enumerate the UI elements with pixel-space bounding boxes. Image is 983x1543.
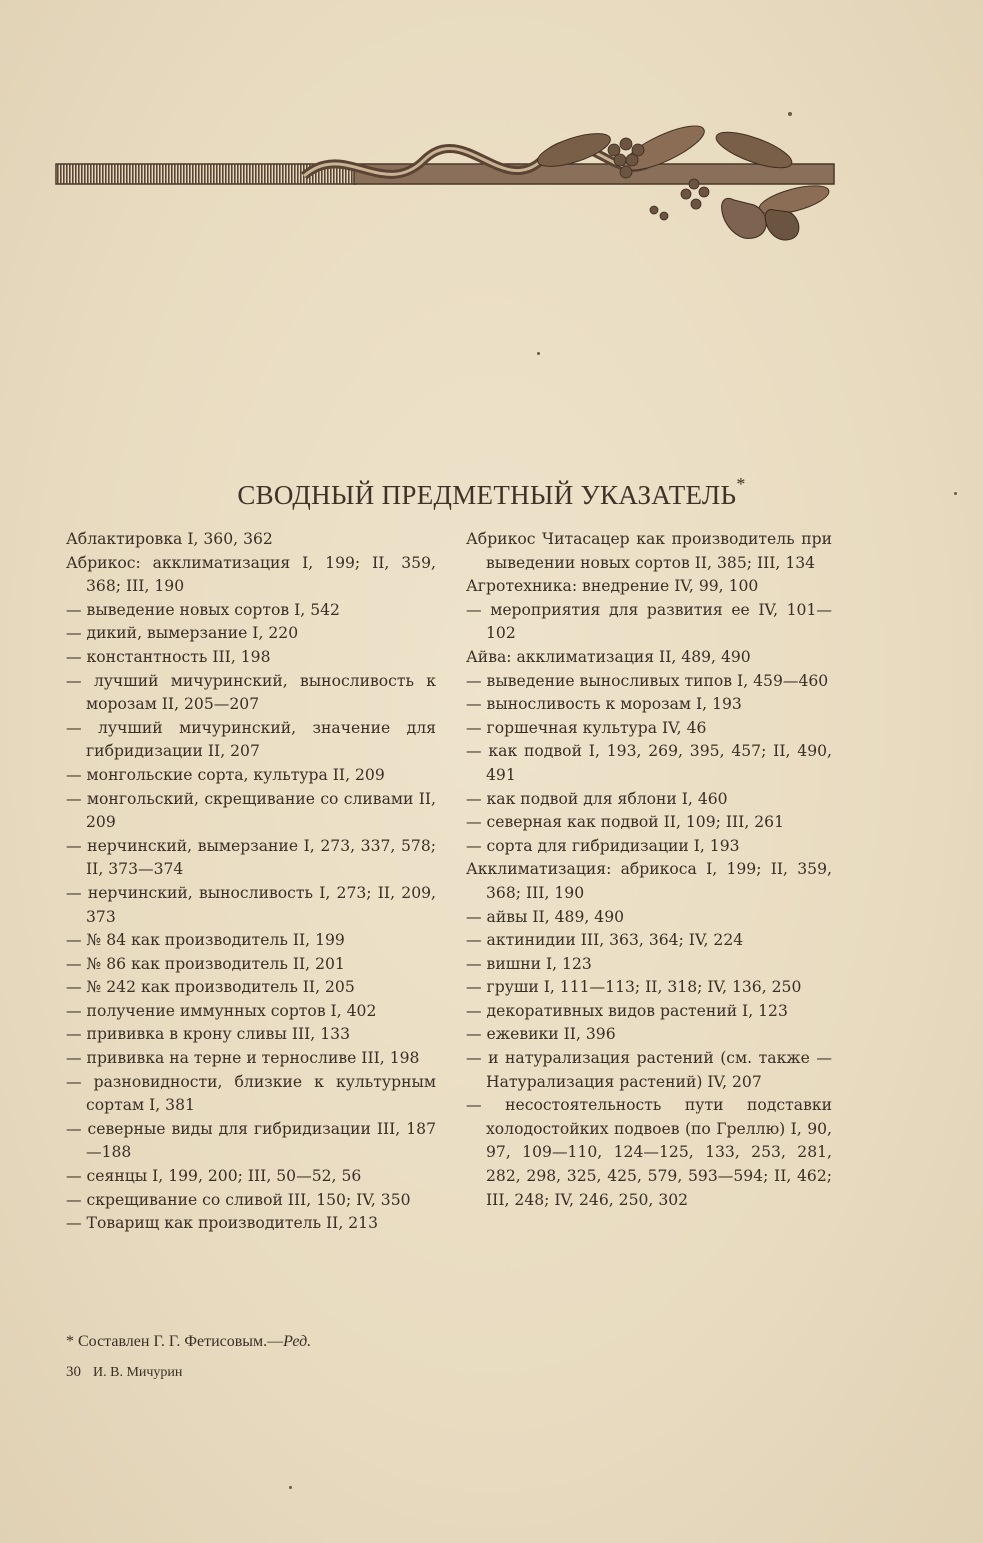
title-footnote-mark: * bbox=[736, 474, 746, 494]
index-entry: — ежевики II, 396 bbox=[466, 1025, 616, 1044]
index-entry: — выносливость к морозам I, 193 bbox=[466, 695, 742, 714]
index-entry: Аблактировка I, 360, 362 bbox=[66, 530, 273, 548]
index-entry: — мероприятия для развития ее IV, 101—102 bbox=[466, 600, 832, 643]
index-entry: Агротехника: внедрение IV, 99, 100 bbox=[466, 577, 759, 596]
index-entry: — сорта для гибридизации I, 193 bbox=[466, 836, 740, 855]
paper-speck bbox=[537, 352, 540, 355]
signature-author: И. В. Мичурин bbox=[93, 1365, 183, 1380]
index-entry: — выведение новых сортов I, 542 bbox=[66, 600, 340, 619]
title-text: СВОДНЫЙ ПРЕДМЕТНЫЙ УКАЗАТЕЛЬ bbox=[237, 480, 737, 510]
paper-speck bbox=[954, 492, 957, 495]
index-entry: — № 86 как производитель II, 201 bbox=[66, 954, 345, 973]
index-entry: — лучший мичуринский, значение для гибридизации II, 207 bbox=[66, 718, 436, 761]
index-entry: — дикий, вымерзание I, 220 bbox=[66, 624, 299, 643]
index-entry: — горшечная культура IV, 46 bbox=[466, 718, 707, 737]
index-entry: — Товарищ как производитель II, 213 bbox=[66, 1214, 379, 1233]
index-entry: — прививка в крону сливы III, 133 bbox=[66, 1025, 350, 1044]
paper-speck bbox=[788, 112, 792, 116]
index-entry: — монгольские сорта, культура II, 209 bbox=[66, 765, 385, 784]
footnote bbox=[66, 1333, 311, 1351]
index-entry: — сеянцы I, 199, 200; III, 50—52, 56 bbox=[66, 1167, 362, 1186]
index-entry: — груши I, 111—113; II, 318; IV, 136, 250 bbox=[466, 978, 802, 997]
index-entry: — лучший мичуринский, выносливость к морозам II, 205—207 bbox=[66, 671, 436, 714]
page-title bbox=[0, 474, 983, 511]
footnote-editor: Ред. bbox=[283, 1333, 312, 1350]
index-entry: — выведение выносливых типов I, 459—460 bbox=[466, 671, 829, 690]
signature-number: 30 bbox=[66, 1364, 81, 1380]
index-entry: — прививка на терне и терносливе III, 198 bbox=[66, 1049, 420, 1068]
index-entry: — северные виды для гибридизации III, 187—188 bbox=[66, 1119, 436, 1162]
signature-line bbox=[66, 1364, 182, 1381]
index-entry: — № 84 как производитель II, 199 bbox=[66, 931, 345, 950]
index-entry: Айва: акклиматизация II, 489, 490 bbox=[466, 647, 751, 666]
index-entry: — № 242 как производитель II, 205 bbox=[66, 978, 355, 997]
index-entry: — получение иммунных сортов I, 402 bbox=[66, 1001, 377, 1020]
index-entry: — вишни I, 123 bbox=[466, 954, 592, 973]
index-entry: — нерчинский, выносливость I, 273; II, 209, 373 bbox=[66, 883, 436, 926]
index-entry: — как подвой I, 193, 269, 395, 457; II, 490, 491 bbox=[466, 742, 832, 784]
paper-speck bbox=[289, 1486, 292, 1489]
index-entry: — нерчинский, вымерзание I, 273, 337, 578; II, 373—374 bbox=[66, 836, 436, 879]
index-entry: — монгольский, скрещивание со сливами II, 209 bbox=[66, 789, 436, 832]
index-entry: — актинидии III, 363, 364; IV, 224 bbox=[466, 931, 744, 950]
index-column-left bbox=[66, 528, 436, 1236]
index-entry: — скрещивание со сливой III, 150; IV, 350 bbox=[66, 1190, 411, 1209]
index-entry: Абрикос: акклиматизация I, 199; II, 359, 368; III, 190 bbox=[66, 553, 436, 596]
index-entry: Абрикос Читасацер как производитель при выведении новых сортов II, 385; III, 134 bbox=[466, 530, 832, 572]
index-entry: — айвы II, 489, 490 bbox=[466, 907, 625, 926]
index-column-right bbox=[466, 528, 832, 1212]
index-entry: Акклиматизация: абрикоса I, 199; II, 359, 368; III, 190 bbox=[466, 860, 832, 902]
index-entry: — константность III, 198 bbox=[66, 647, 271, 666]
footnote-text: * Составлен Г. Г. Фетисовым.— bbox=[66, 1333, 284, 1350]
index-entry: — и натурализация растений (см. также — Натурализация растений) IV, 207 bbox=[466, 1049, 832, 1091]
index-entry: — разновидности, близкие к культурным сортам I, 381 bbox=[66, 1072, 436, 1115]
ornament-vine-rod-icon bbox=[54, 120, 838, 245]
index-entry: — несостоятельность пути подставки холодостойких подвоев (по Греллю) I, 90, 97, 109—110, 124—125, 133, 253, 281, 282, 298, 325, 425, 579, 593—594; II, 462; III, 248; IV, 246, 250, 302 bbox=[466, 1096, 832, 1209]
index-entry: — декоративных видов растений I, 123 bbox=[466, 1001, 788, 1020]
index-entry: — как подвой для яблони I, 460 bbox=[466, 789, 728, 808]
index-entry: — северная как подвой II, 109; III, 261 bbox=[466, 813, 784, 832]
